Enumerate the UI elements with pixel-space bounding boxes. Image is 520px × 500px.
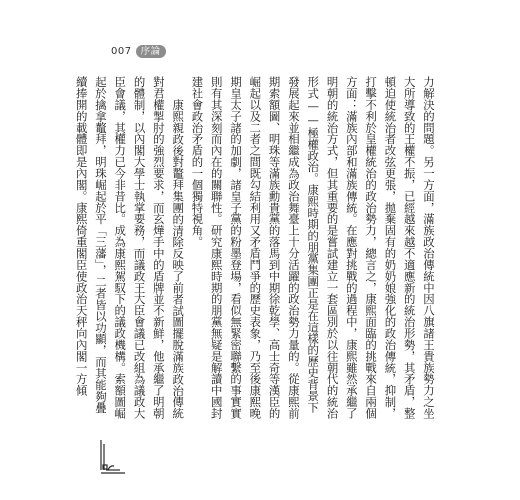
corner-ornament-icon <box>98 440 126 476</box>
page-header <box>111 44 166 58</box>
page-number: 007 <box>111 45 132 57</box>
section-title-badge: 序論 <box>136 45 166 58</box>
paragraph: 康熙親政後對鼇拜集團的清除反映了前者試圖擺脫滿族政治傳統對君權掣肘的強烈要求，而玄燁手中的盾牌並不新鮮，他承繼了明朝的體制，以內閣大學士執掌要務，而議政王大臣會議已改組為議政大臣會議，其權力已今非昔比。成為康熙駕馭下的議政機構。索額圖崛起於擒拿鼇拜，明珠崛起於平「三藩」，二者皆以功顯，而其能夠疊續捧開的載體即是內閣。康熙倚重閣臣使政治天秤向內閣一方傾 <box>74 76 186 419</box>
body-text-vertical <box>74 76 438 424</box>
paragraph-continued: 力解決的問題。另一方面，滿族政治傳統中因八旗諸王貴族勢力之坐大所導致的王權不振，已經越來越不適應新的統治形勢，其矛盾，整頓迫使統治者改弦更張，拋棄固有的奶奶娘強化的政治傳統，抑制，打擊不利於皇權統治的政治勢力，總言之，康熙面臨的挑戰來自兩個方面：滿族內部和滿族傳統。在應對挑戰的過程中，康熙雖然承繼了明朝的統治方式，但其重要的是嘗試建立一套區別於以往朝代的統治形式——極權政治。康熙時期的朋黨集團正是在這樣的歷史背景下發展起來並相繼成為政治舞臺上十分活躍的政治勢力量的。從康熙前期索額圖、明珠等滿族勳貴黨的落馬到中期徐乾學、高士奇等漢臣的崛起以及二者之間既勾結利用又矛盾鬥爭的歷史表象，乃至後康熙晚期皇太子諸的加劇，諸皇子黨的粉墨登場，看似無緊密聯繫的事實實則有其深刻而內在的關聯性。研究康熙時期的朋黨無疑是解讀中國封建社會政治矛盾的一個獨特視角。 <box>190 76 436 419</box>
